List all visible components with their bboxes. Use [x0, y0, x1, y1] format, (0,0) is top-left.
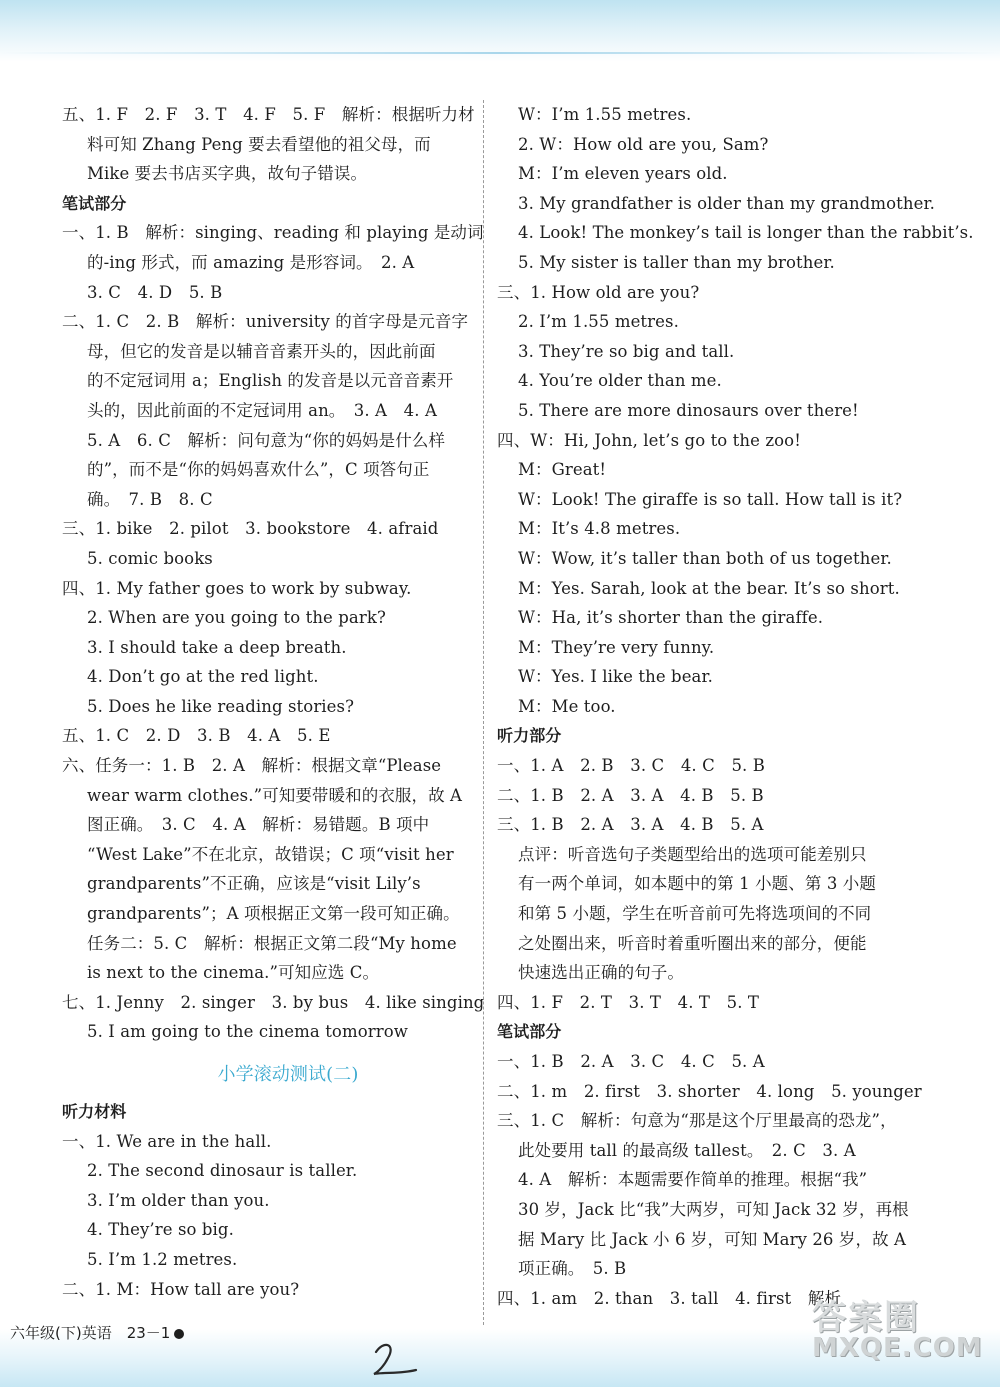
answer-line: 4. They’re so big. [87, 1220, 234, 1240]
answer-line: 五、1. C 2. D 3. B 4. A 5. E [62, 726, 331, 746]
answer-line: 一、1. A 2. B 3. C 4. C 5. B [497, 756, 765, 776]
answer-line: 二、1. m 2. first 3. shorter 4. long 5. younger [497, 1081, 922, 1101]
answer-line: W：Look! The giraffe is so tall. How tall is it? [518, 489, 903, 509]
answer-line: 4. Look! The monkey’s tail is longer than the rabbit’s. [518, 223, 974, 243]
answer-line: 5. A 6. C 解析：问句意为“你的妈妈是什么样 [87, 430, 446, 450]
answer-line: grandparents”不正确，应该是“visit Lily’s [87, 874, 421, 894]
answer-line: W：I’m 1.55 metres. [518, 105, 692, 124]
answer-line: 30 岁，Jack 比“我”大两岁，可知 Jack 32 岁，再根 [518, 1199, 909, 1219]
footer-dot-icon [174, 1329, 184, 1339]
answer-line: W：Yes. I like the bear. [518, 667, 714, 687]
answer-line: M：Yes. Sarah, look at the bear. It’s so short. [518, 578, 900, 598]
answer-line: 有一两个单词，如本题中的第 1 小题、第 3 小题 [518, 874, 876, 894]
left-column [62, 100, 485, 1304]
test-title: 小学滚动测试(二) [217, 1064, 359, 1085]
answer-line: 四、1. am 2. than 3. tall 4. first 解析 [497, 1288, 842, 1308]
answer-line: 头的，因此前面的不定冠词用 an。 3. A 4. A [87, 400, 437, 420]
answer-line: M：Great! [518, 460, 607, 480]
answer-line: 一、1. B 2. A 3. C 4. C 5. A [497, 1052, 765, 1071]
answer-line: 任务二：5. C 解析：根据正文第二段“My home [87, 933, 457, 953]
answer-line: 2. W：How old are you, Sam? [518, 134, 769, 154]
answer-line: 二、1. M：How tall are you? [62, 1279, 300, 1299]
section-heading: 听力部分 [497, 726, 562, 746]
answer-line: M：Me too. [518, 696, 616, 716]
answer-line: W：Ha, it’s shorter than the giraffe. [518, 608, 824, 628]
answer-line: W：Wow, it’s taller than both of us together. [518, 548, 892, 568]
answer-line: 5. comic books [87, 548, 213, 568]
answer-line: 5. My sister is taller than my brother. [518, 252, 835, 272]
answer-line: 的不定冠词用 a；English 的发音是以元音音素开 [87, 371, 454, 391]
answer-line: M：It’s 4.8 metres. [518, 519, 681, 539]
answer-line: 5. I’m 1.2 metres. [87, 1249, 238, 1269]
answer-line: 四、1. My father goes to work by subway. [62, 578, 412, 598]
answer-line: 和第 5 小题，学生在听音前可先将选项间的不同 [518, 904, 872, 924]
answer-line: 的-ing 形式，而 amazing 是形容词。 2. A [87, 252, 415, 272]
watermark-url: MXQE.COM [812, 1333, 983, 1363]
answer-line: 图正确。 3. C 4. A 解析：易错题。B 项中 [87, 815, 430, 835]
answer-line: 3. I’m older than you. [87, 1190, 270, 1210]
answer-line: 三、1. How old are you? [497, 282, 700, 302]
top-decorative-band [0, 0, 1000, 62]
answer-line: 三、1. bike 2. pilot 3. bookstore 4. afraid [62, 519, 439, 539]
answer-line: M：I’m eleven years old. [518, 164, 728, 184]
answer-line: 此处要用 tall 的最高级 tallest。 2. C 3. A [518, 1140, 856, 1160]
watermark-logo-text: 答案圈 [812, 1298, 920, 1338]
answer-line: 4. A 解析：本题需要作简单的推理。根据“我” [518, 1170, 868, 1190]
answer-line: 二、1. C 2. B 解析：university 的首字母是元音字 [62, 312, 469, 332]
answer-line: 快速选出正确的句子。 [518, 963, 684, 983]
right-column [497, 100, 974, 1313]
answer-line: M：They’re very funny. [518, 637, 715, 657]
column-divider [483, 100, 484, 1325]
site-watermark [812, 1290, 992, 1370]
section-heading: 听力材料 [62, 1102, 127, 1121]
answer-line: 五、1. F 2. F 3. T 4. F 5. F 解析：根据听力材 [62, 105, 475, 124]
answer-line: 三、1. B 2. A 3. A 4. B 5. A [497, 815, 764, 835]
answer-line: “West Lake”不在北京，故错误；C 项“visit her [87, 844, 454, 864]
answer-line: 3. My grandfather is older than my grandmother. [518, 193, 935, 213]
answer-line: grandparents”；A 项根据正文第一段可知正确。 [87, 904, 460, 924]
answer-line: 料可知 Zhang Peng 要去看望他的祖父母，而 [87, 134, 431, 154]
answer-line: 母，但它的发音是以辅音音素开头的，因此前面 [87, 341, 436, 361]
answer-line: 5. I am going to the cinema tomorrow [87, 1022, 408, 1042]
page-footer [10, 1322, 184, 1343]
answer-line: 项正确。 5. B [518, 1259, 627, 1279]
answer-line: Mike 要去书店买字典，故句子错误。 [87, 164, 368, 184]
answer-line: 六、任务一：1. B 2. A 解析：根据文章“Please [62, 756, 442, 776]
answer-line: 一、1. B 解析：singing、reading 和 playing 是动词 [62, 223, 484, 243]
answer-line: 3. They’re so big and tall. [518, 341, 735, 361]
answer-line: 二、1. B 2. A 3. A 4. B 5. B [497, 785, 764, 805]
answer-line: 四、1. F 2. T 3. T 4. T 5. T [497, 992, 760, 1012]
answer-line: 的”，而不是“你的妈妈喜欢什么”，C 项答句正 [87, 460, 430, 480]
answer-line: 之处圈出来，听音时着重听圈出来的部分，便能 [518, 933, 867, 953]
answer-line: 点评：听音选句子类题型给出的选项可能差别只 [518, 844, 867, 864]
answer-line: 据 Mary 比 Jack 小 6 岁，可知 Mary 26 岁，故 A [518, 1229, 907, 1249]
answer-line: 5. Does he like reading stories? [87, 696, 355, 716]
answer-line: is next to the cinema.”可知应选 C。 [87, 963, 380, 983]
answer-line: 2. The second dinosaur is taller. [87, 1161, 358, 1181]
answer-line: 三、1. C 解析：句意为“那是这个厅里最高的恐龙”， [497, 1111, 897, 1131]
answer-line: 2. When are you going to the park? [87, 608, 386, 628]
answer-line: 5. There are more dinosaurs over there! [518, 400, 859, 420]
answer-line: 2. I’m 1.55 metres. [518, 312, 679, 332]
answer-line: 3. I should take a deep breath. [87, 637, 347, 657]
answer-line: 确。 7. B 8. C [87, 489, 213, 509]
answer-line: 4. Don’t go at the red light. [87, 667, 319, 687]
answer-line: wear warm clothes.”可知要带暖和的衣服，故 A [87, 785, 463, 805]
section-heading: 笔试部分 [62, 193, 127, 213]
answer-line: 4. You’re older than me. [518, 371, 722, 391]
answer-line: 一、1. We are in the hall. [62, 1131, 272, 1151]
answer-line: 七、1. Jenny 2. singer 3. by bus 4. like singing [62, 992, 485, 1012]
handwritten-mark-icon [370, 1338, 420, 1378]
answer-line: 3. C 4. D 5. B [87, 282, 223, 302]
answer-line: 四、W：Hi, John, let’s go to the zoo! [497, 430, 801, 450]
section-heading: 笔试部分 [497, 1022, 562, 1042]
footer-text: 六年级(下)英语 23－1 [10, 1324, 171, 1342]
